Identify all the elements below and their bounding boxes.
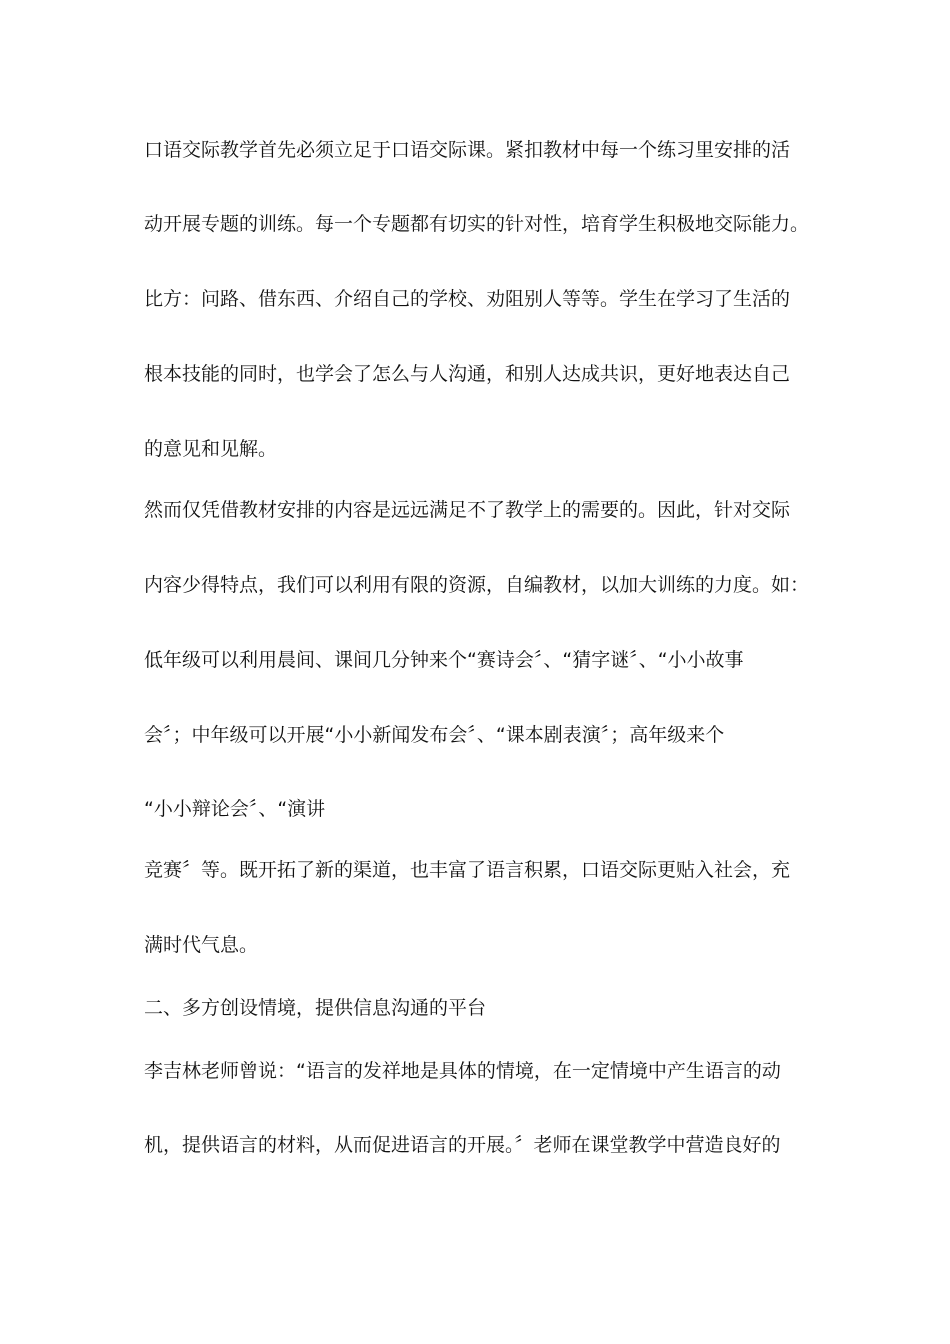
text-line: 根本技能的同时，也学会了怎么与人沟通，和别人达成共识，更好地表达自己 (144, 363, 791, 385)
text-line: 机，提供语言的材料，从而促进语言的开展。〞老师在课堂教学中营造良好的 (144, 1134, 781, 1156)
text-line: 的意见和见解。 (144, 438, 278, 460)
text-line: 李吉林老师曾说：“语言的发祥地是具体的情境，在一定情境中产生语言的动 (144, 1060, 781, 1082)
text-line: 动开展专题的训练。每一个专题都有切实的针对性，培育学生积极地交际能力。 (144, 213, 810, 235)
text-line: “小小辩论会〞、“演讲 (144, 798, 326, 820)
text-line: 低年级可以利用晨间、课间几分钟来个“赛诗会〞、“猜字谜〞、“小小故事 (144, 649, 744, 671)
text-line: 满时代气息。 (144, 934, 259, 956)
text-line: 会〞；中年级可以开展“小小新闻发布会〞、“课本剧表演〞；高年级来个 (144, 724, 725, 746)
section-heading: 二、多方创设情境，提供信息沟通的平台 (144, 997, 487, 1019)
text-line: 然而仅凭借教材安排的内容是远远满足不了教学上的需要的。因此，针对交际 (144, 499, 791, 521)
text-line: 竞赛〞等。既开拓了新的渠道，也丰富了语言积累，口语交际更贴入社会，充 (144, 859, 791, 881)
text-line: 内容少得特点，我们可以利用有限的资源，自编教材，以加大训练的力度。如： (144, 574, 810, 596)
text-line: 比方：问路、借东西、介绍自己的学校、劝阻别人等等。学生在学习了生活的 (144, 288, 791, 310)
text-line: 口语交际教学首先必须立足于口语交际课。紧扣教材中每一个练习里安排的活 (144, 139, 791, 161)
